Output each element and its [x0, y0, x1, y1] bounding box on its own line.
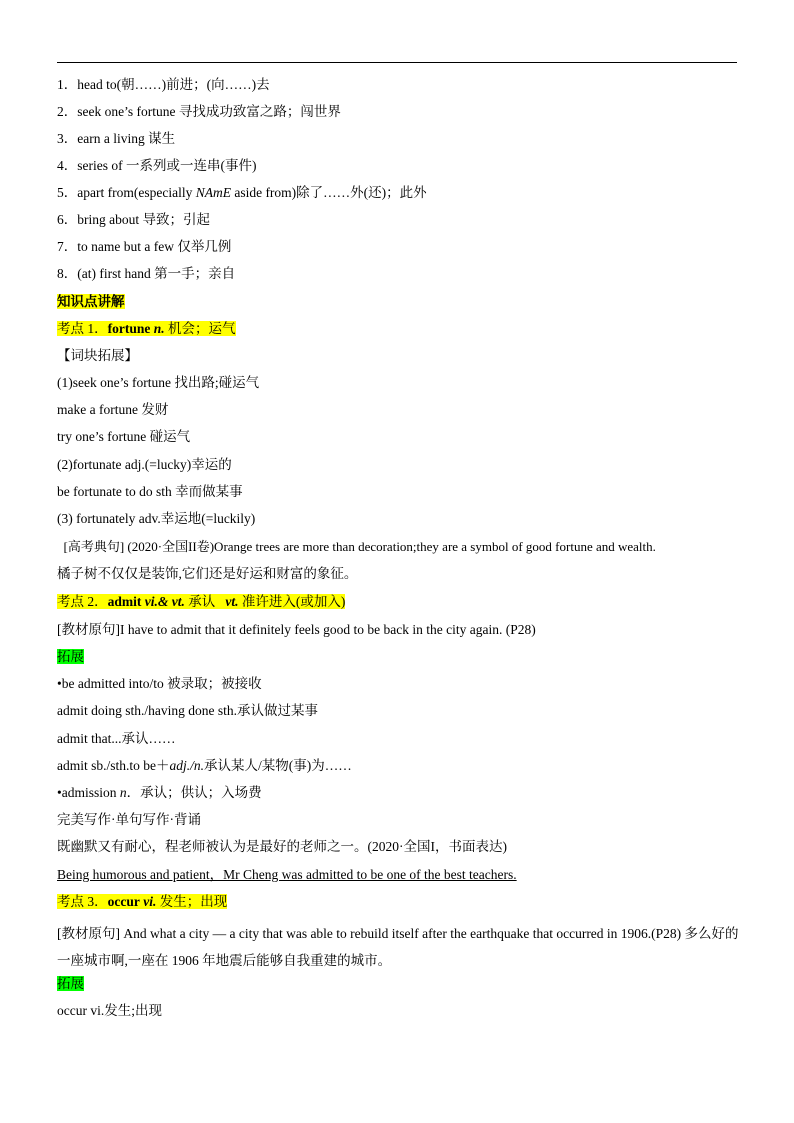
k1-line-4: (2)fortunate adj.(=lucky)幸运的 — [57, 457, 232, 472]
k1-expand: 【词块拓展】 — [57, 348, 138, 363]
phrase-6: 6．bring about 导致；引起 — [57, 212, 210, 227]
k1-example: [高考典句] (2020·全国II卷)Orange trees are more than decoration;they are a symbol of good fortune and wealth. — [57, 539, 656, 554]
k2-quote: [教材原句]I have to admit that it definitely feels good to be back in the city again. (P28) — [57, 622, 536, 637]
k2-line-2: admit doing sth./having done sth.承认做过某事 — [57, 703, 318, 718]
k1-line-6: (3) fortunately adv.幸运地(=luckily) — [57, 511, 256, 526]
k3-line-1: occur vi.发生;出现 — [57, 1003, 162, 1018]
phrase-5-a: 5．apart from(especially — [57, 185, 196, 200]
k2-line-3: admit that...承认…… — [57, 731, 176, 746]
phrase-8: 8．(at) first hand 第一手；亲自 — [57, 266, 236, 281]
k2-line-8: Being humorous and patient，Mr Cheng was admitted to be one of the best teachers. — [57, 867, 517, 882]
k1-line-5: be fortunate to do sth 幸而做某事 — [57, 484, 243, 499]
phrase-5-c: aside from)除了……外(还)；此外 — [230, 185, 427, 200]
k3-heading: 考点 3．occur vi. 发生；出现 — [57, 894, 228, 909]
header-rule — [57, 62, 737, 63]
phrase-1: 1．head to(朝……)前进；(向……)去 — [57, 77, 270, 92]
k1-line-3: try one’s fortune 碰运气 — [57, 429, 191, 444]
phrase-3: 3．earn a living 谋生 — [57, 131, 176, 146]
k1-line-2: make a fortune 发财 — [57, 402, 169, 417]
k1-example-cn: 橘子树不仅仅是装饰,它们还是好运和财富的象征。 — [57, 566, 358, 581]
k2-line-7: 既幽默又有耐心，程老师被认为是最好的老师之一。(2020·全国I，书面表达) — [57, 839, 507, 854]
section-title: 知识点讲解 — [57, 294, 125, 309]
phrase-4: 4．series of 一系列或一连串(事件) — [57, 158, 257, 173]
k2-line-5: •admission n．承认；供认；入场费 — [57, 785, 262, 800]
k2-expand: 拓展 — [57, 649, 84, 664]
phrase-2: 2．seek one’s fortune 寻找成功致富之路；闯世界 — [57, 104, 341, 119]
phrase-5-b: NAmE — [195, 185, 231, 200]
k2-line-6: 完美写作·单句写作·背诵 — [57, 812, 201, 827]
k2-line-1: •be admitted into/to 被录取；被接收 — [57, 676, 262, 691]
phrase-7: 7．to name but a few 仅举几例 — [57, 239, 232, 254]
phrase-5 — [57, 184, 427, 202]
k1-line-1: (1)seek one’s fortune 找出路;碰运气 — [57, 375, 260, 390]
k2-line-4: admit sb./sth.to be＋adj./n.承认某人/某物(事)为…… — [57, 758, 352, 773]
k1-heading: 考点 1．fortune n. 机会；运气 — [57, 321, 236, 336]
k3-expand: 拓展 — [57, 976, 84, 991]
k3-quote: [教材原句] And what a city — a city that was able to rebuild itself after the earthquake that occurred in 1906.(P28) 多么好的一座城市啊,一座在 1906 年地震后能够自我重建的城市。 — [57, 926, 739, 968]
k2-heading: 考点 2．admit vi.& vt. 承认 vt. 准许进入(或加入) — [57, 594, 346, 609]
